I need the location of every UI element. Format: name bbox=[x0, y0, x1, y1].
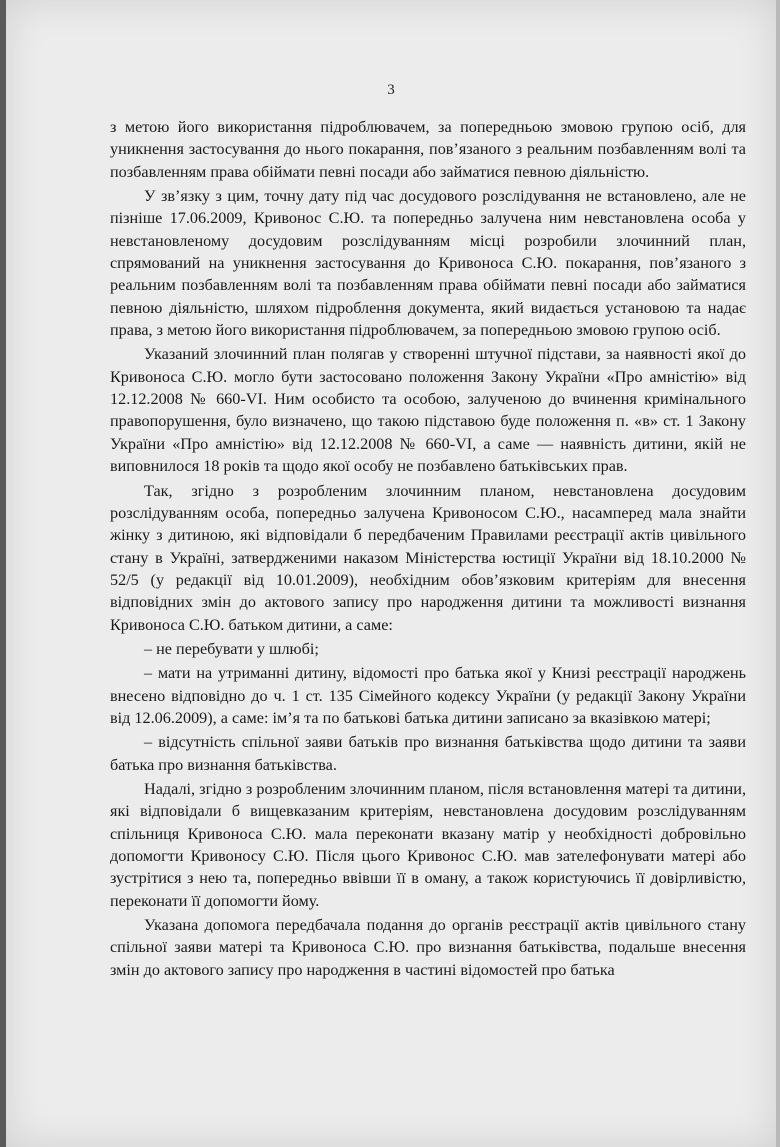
criteria-item-3: – відсутність спільної заяви батьків про визнання батьківства щодо дитини та заяви батька про визнання батьківства. bbox=[110, 733, 746, 774]
document-body bbox=[110, 116, 746, 983]
criteria-item-2: – мати на утриманні дитину, відомості про батька якої у Книзі реєстрації народжень внесено відповідно до ч. 1 ст. 135 Сімейного кодексу України (у редакції Закону України від 12.06.2009), а саме: ім’я та по батькові батька дитини записано за вказівкою матері; bbox=[110, 664, 746, 727]
paragraph-6: Указана допомога передбачала подання до органів реєстрації актів цивільного стану спільної заяви матері та Кривоноса С.Ю. про визнання батьківства, подальше внесення змін до актового запису про народження в частині відомостей про батька bbox=[110, 916, 746, 979]
document-page bbox=[6, 0, 776, 1147]
paragraph-1: з метою його використання підроблювачем, за попередньою змовою групою осіб, для уникнення застосування до нього покарання, пов’язаного з реальним позбавленням волі та позбавленням права обіймати певні посади або займатися певною діяльністю. bbox=[110, 118, 746, 181]
paragraph-4: Так, згідно з розробленим злочинним планом, невстановлена досудовим розслідуванням особа, попередньо залучена Кривоносом С.Ю., насамперед мала знайти жінку з дитиною, які відповідали б передбаченим Правилами реєстрації актів цивільного стану в Україні, затвердженими наказом Міністерства юстиції України від 18.10.2000 № 52/5 (у редакції від 10.01.2009), необхідним обов’язковим критеріям для внесення відповідних змін до актового запису про народження дитини та можливості визнання Кривоноса С.Ю. батьком дитини, а саме: bbox=[110, 481, 746, 634]
page-number: 3 bbox=[387, 82, 395, 98]
criteria-item-1: – не перебувати у шлюбі; bbox=[144, 639, 319, 658]
paragraph-2: У зв’язку з цим, точну дату під час досудового розслідування не встановлено, але не пізніше 17.06.2009, Кривонос С.Ю. та попередньо залучена ним невстановлена особа у невстановленому досудовим розслідуванням місці розробили злочинний план, спрямований на уникнення застосування до Кривоноса С.Ю. покарання, пов’язаного з реальним позбавленням волі та позбавленням права обіймати певні посади або займатися певною діяльністю, шляхом підроблення документа, який видається установою та надає права, з метою його використання підроблювачем, за попередньою змовою групою осіб. bbox=[110, 187, 746, 340]
paragraph-3: Указаний злочинний план полягав у створенні штучної підстави, за наявності якої до Кривоноса С.Ю. могло бути застосовано положення Закону України «Про амністію» від 12.12.2008 № 660-VI. Ним особисто та особою, залученою до вчинення кримінального правопорушення, було визначено, що такою підставою буде положення п. «в» ст. 1 Закону України «Про амністію» від 12.12.2008 № 660-VI, а саме — наявність дитини, якій не виповнилося 18 років та щодо якої особу не позбавлено батьківських прав. bbox=[110, 345, 746, 476]
paragraph-5: Надалі, згідно з розробленим злочинним планом, після встановлення матері та дитини, які відповідали б вищевказаним критеріям, невстановлена досудовим розслідуванням спільниця Кривоноса С.Ю. мала переконати вказану матір у необхідності добровільно допомогти Кривоносу С.Ю. Після цього Кривонос С.Ю. мав зателефонувати матері або зустрітися з нею та, попередньо ввівши її в оману, а також користуючись її довірливістю, переконати її допомогти йому. bbox=[110, 779, 746, 910]
